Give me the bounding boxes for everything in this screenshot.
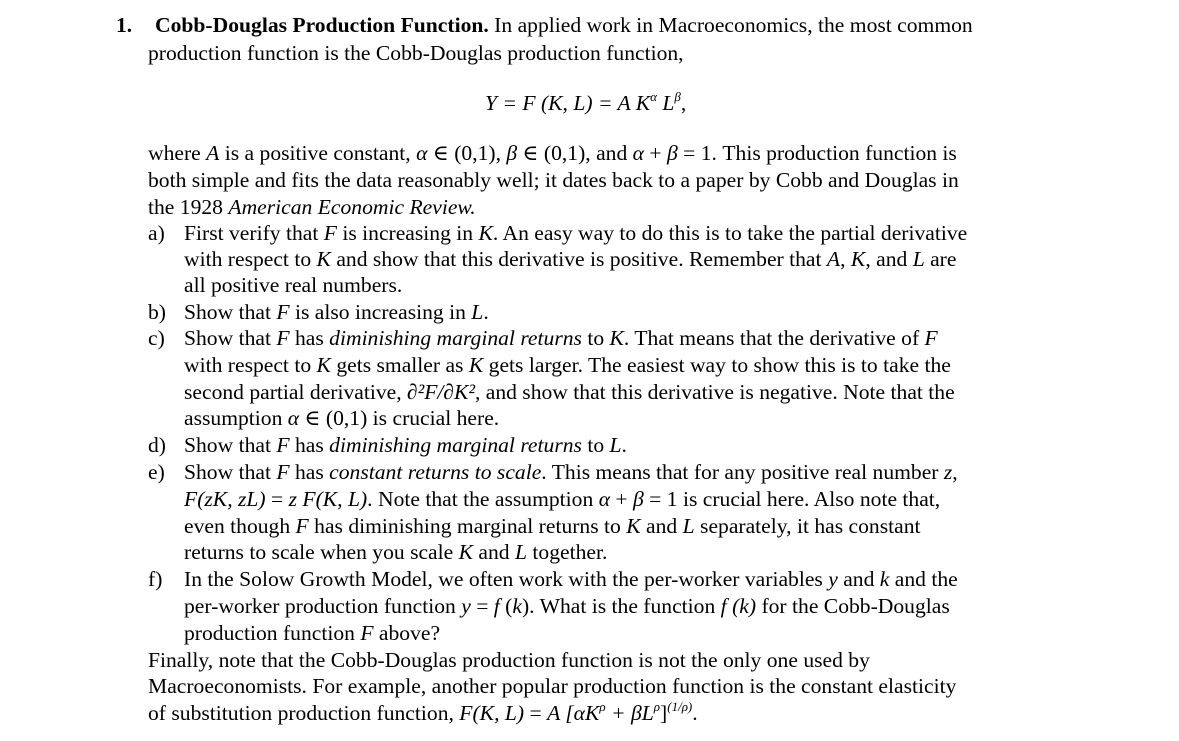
- intro-line-1: In applied work in Macroeconomics, the most common: [488, 13, 973, 37]
- part-d-label: d): [148, 433, 166, 457]
- part-a-label: a): [148, 221, 165, 245]
- problem-number: 1.: [116, 13, 133, 37]
- part-b-label: b): [148, 300, 166, 324]
- part-e-label: e): [148, 460, 165, 484]
- part-e-line-1: Show that F has constant returns to scale. This means that for any positive real number z,: [184, 460, 958, 484]
- part-f-line-1: In the Solow Growth Model, we often work with the per-worker variables y and k and the: [184, 567, 958, 591]
- part-e-line-2: F(zK, zL) = z F(K, L). Note that the assumption α + β = 1 is crucial here. Also note that,: [184, 487, 941, 511]
- part-e-line-4: returns to scale when you scale K and L together.: [184, 540, 608, 564]
- where-line-2: both simple and fits the data reasonably well; it dates back to a paper by Cobb and Douglas in: [148, 168, 959, 192]
- part-c-line-2: with respect to K gets smaller as K gets larger. The easiest way to show this is to take the: [184, 353, 951, 377]
- ces-line: of substitution production function, F(K, L) = A $[\alpha K^\rho + \beta L^\rho]^{(1/\rho)}$.: [148, 699, 698, 725]
- part-f-label: f): [148, 567, 163, 591]
- part-e-line-3: even though F has diminishing marginal returns to K and L separately, it has constant: [184, 514, 921, 538]
- part-a-line-2: with respect to K and show that this derivative is positive. Remember that A, K, and L are: [184, 247, 957, 271]
- part-c-line-3: second partial derivative, ∂²F/∂K², and show that this derivative is negative. Note that the: [184, 380, 955, 404]
- problem-heading: [116, 12, 973, 38]
- intro-line-2: production function is the Cobb-Douglas production function,: [148, 41, 684, 65]
- part-d-line-1: Show that F has diminishing marginal returns to L.: [184, 433, 627, 457]
- part-f-line-2: per-worker production function y = f (k). What is the function f (k) for the Cobb-Douglas: [184, 594, 950, 618]
- where-line-1: where A is a positive constant, α ∈ (0,1), β ∈ (0,1), and α + β = 1. This production function is: [148, 141, 957, 165]
- ces-formula: F(K, L): [459, 701, 525, 725]
- where-line-3: the 1928 American Economic Review.: [148, 195, 476, 219]
- part-a-line-1: First verify that F is increasing in K. An easy way to do this is to take the partial derivative: [184, 221, 968, 245]
- finally-line-2: Macroeconomists. For example, another popular production function is the constant elasticity: [148, 674, 957, 698]
- part-b-line-1: Show that F is also increasing in L.: [184, 300, 489, 324]
- part-c-label: c): [148, 326, 165, 350]
- finally-line-1: Finally, note that the Cobb-Douglas production function is not the only one used by: [148, 648, 870, 672]
- cobb-douglas-equation: Y = F (K, L) = A $K^\alpha$ $L^\beta$,: [485, 89, 687, 115]
- part-f-line-3: production function F above?: [184, 621, 441, 645]
- problem-title: Cobb-Douglas Production Function.: [155, 13, 489, 37]
- part-c-line-4: assumption α ∈ (0,1) is crucial here.: [184, 406, 500, 430]
- part-a-line-3: all positive real numbers.: [184, 273, 403, 297]
- part-c-line-1: Show that F has diminishing marginal returns to K. That means that the derivative of F: [184, 326, 938, 350]
